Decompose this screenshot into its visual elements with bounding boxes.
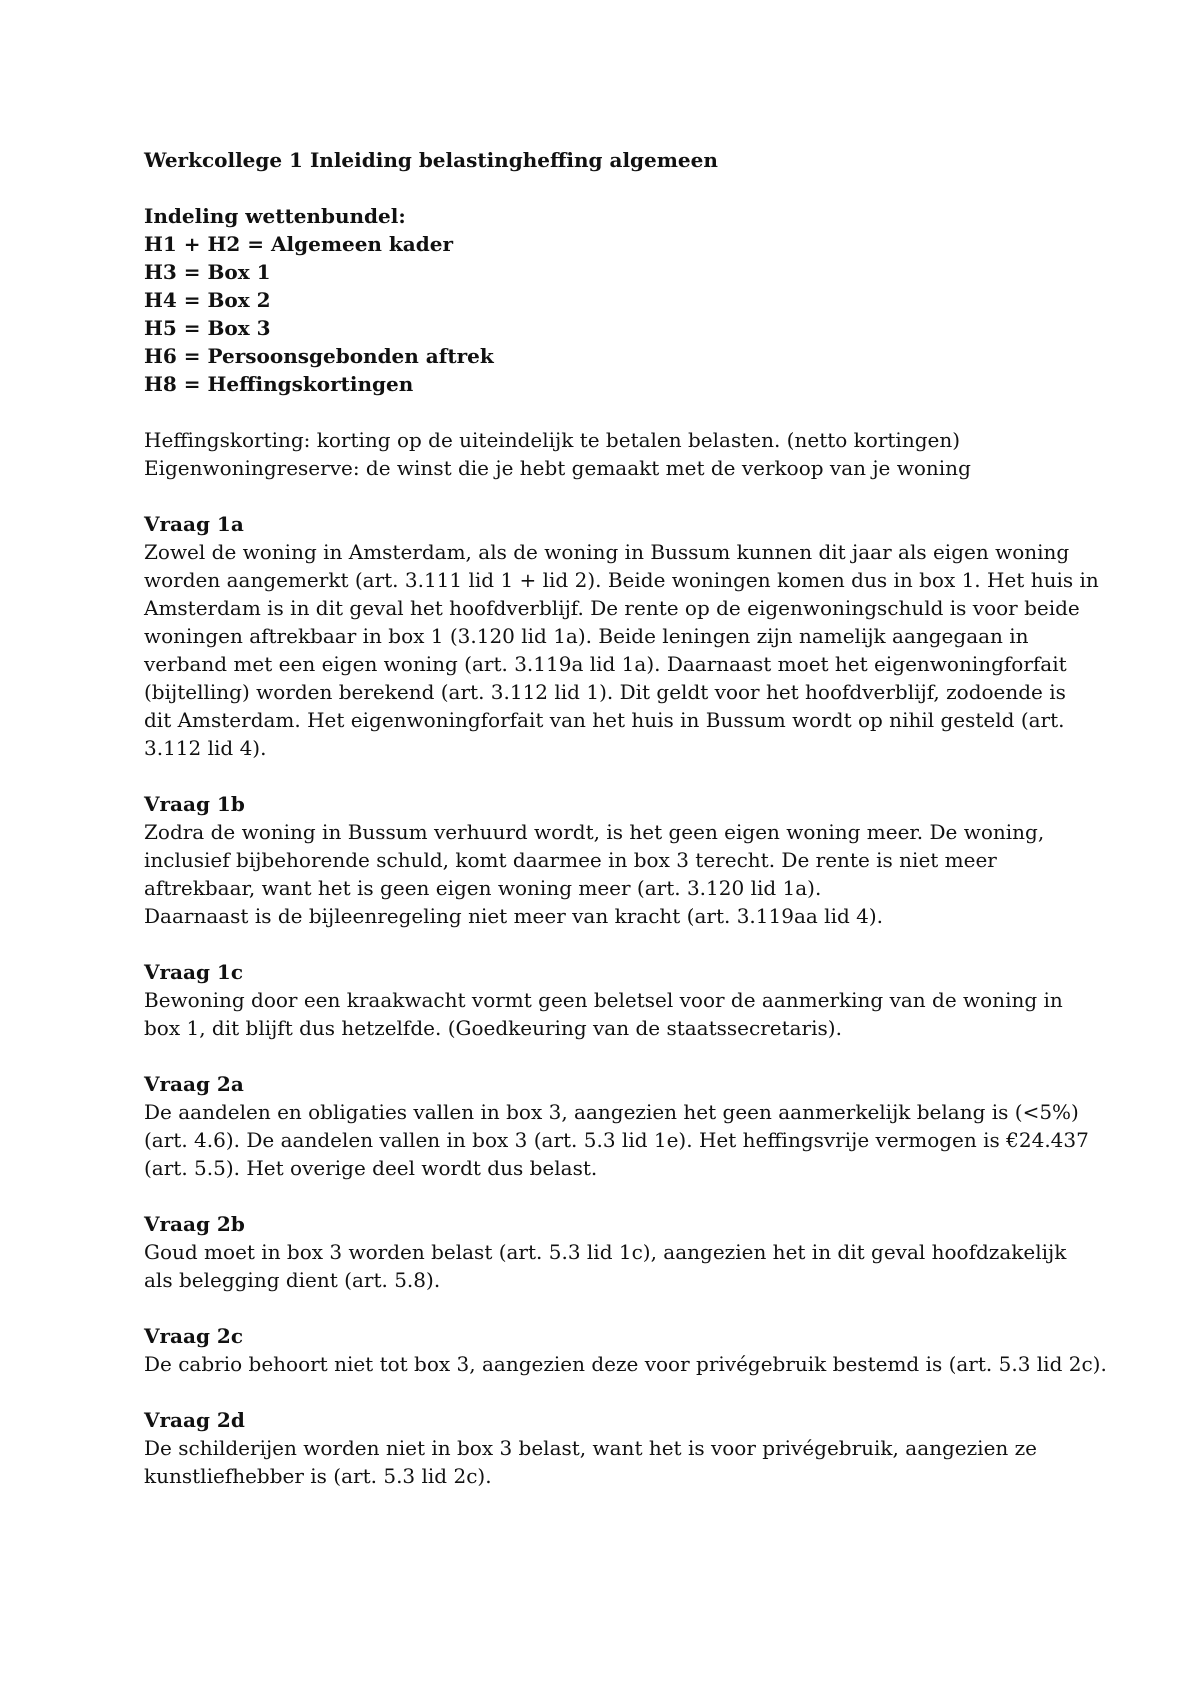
question-line: aftrekbaar, want het is geen eigen woning meer (art. 3.120 lid 1a).	[144, 876, 822, 900]
question-line: De aandelen en obligaties vallen in box 3, aangezien het geen aanmerkelijk belang is (<5%)	[144, 1100, 1079, 1124]
indeling-item: H3 = Box 1	[144, 260, 271, 284]
indeling-item: H1 + H2 = Algemeen kader	[144, 232, 453, 256]
question-line: verband met een eigen woning (art. 3.119a lid 1a). Daarnaast moet het eigenwoningforfait	[144, 652, 1067, 676]
indeling-item: H4 = Box 2	[144, 288, 271, 312]
question-1b	[144, 790, 1084, 930]
question-title: Vraag 2a	[144, 1072, 244, 1096]
question-line: 3.112 lid 4).	[144, 736, 267, 760]
question-line: box 1, dit blijft dus hetzelfde. (Goedkeuring van de staatssecretaris).	[144, 1016, 842, 1040]
indeling-item: H5 = Box 3	[144, 316, 271, 340]
question-line: dit Amsterdam. Het eigenwoningforfait van het huis in Bussum wordt op nihil gesteld (art.	[144, 708, 1065, 732]
question-2d	[144, 1406, 1084, 1490]
question-title: Vraag 2c	[144, 1324, 244, 1348]
question-line: als belegging dient (art. 5.8).	[144, 1268, 441, 1292]
question-line: Zodra de woning in Bussum verhuurd wordt, is het geen eigen woning meer. De woning,	[144, 820, 1045, 844]
definition-eigenwoningreserve: Eigenwoningreserve: de winst die je hebt gemaakt met de verkoop van je woning	[144, 456, 971, 480]
question-line: woningen aftrekbaar in box 1 (3.120 lid 1a). Beide leningen zijn namelijk aangegaan in	[144, 624, 1029, 648]
indeling-item: H6 = Persoonsgebonden aftrek	[144, 344, 494, 368]
question-line: kunstliefhebber is (art. 5.3 lid 2c).	[144, 1464, 492, 1488]
question-2a	[144, 1070, 1089, 1182]
question-title: Vraag 2b	[144, 1212, 245, 1236]
definitions-section	[144, 426, 1084, 482]
question-line: De cabrio behoort niet tot box 3, aangezien deze voor privégebruik bestemd is (art. 5.3 lid 2c).	[144, 1352, 1107, 1376]
question-title: Vraag 1a	[144, 512, 244, 536]
question-1c	[144, 958, 1084, 1042]
question-2c	[144, 1322, 1107, 1378]
indeling-heading: Indeling wettenbundel:	[144, 204, 406, 228]
document-page	[144, 146, 1107, 1518]
indeling-section	[144, 202, 1084, 398]
question-line: worden aangemerkt (art. 3.111 lid 1 + lid 2). Beide woningen komen dus in box 1. Het huis in	[144, 568, 1099, 592]
indeling-item: H8 = Heffingskortingen	[144, 372, 414, 396]
definition-heffingskorting: Heffingskorting: korting op de uiteindelijk te betalen belasten. (netto kortingen)	[144, 428, 961, 452]
question-line: Daarnaast is de bijleenregeling niet meer van kracht (art. 3.119aa lid 4).	[144, 904, 884, 928]
question-line: (art. 4.6). De aandelen vallen in box 3 (art. 5.3 lid 1e). Het heffingsvrije vermogen is €24.437	[144, 1128, 1089, 1152]
question-line: De schilderijen worden niet in box 3 belast, want het is voor privégebruik, aangezien ze	[144, 1436, 1038, 1460]
question-line: Zowel de woning in Amsterdam, als de woning in Bussum kunnen dit jaar als eigen woning	[144, 540, 1070, 564]
question-line: (bijtelling) worden berekend (art. 3.112 lid 1). Dit geldt voor het hoofdverblijf, zodoende is	[144, 680, 1066, 704]
question-2b	[144, 1210, 1084, 1294]
question-line: Goud moet in box 3 worden belast (art. 5.3 lid 1c), aangezien het in dit geval hoofdzakelijk	[144, 1240, 1067, 1264]
question-title: Vraag 1c	[144, 960, 244, 984]
question-line: Bewoning door een kraakwacht vormt geen beletsel voor de aanmerking van de woning in	[144, 988, 1063, 1012]
question-title: Vraag 2d	[144, 1408, 245, 1432]
question-line: Amsterdam is in dit geval het hoofdverblijf. De rente op de eigenwoningschuld is voor beide	[144, 596, 1080, 620]
question-title: Vraag 1b	[144, 792, 245, 816]
question-1a	[144, 510, 1099, 762]
document-title: Werkcollege 1 Inleiding belastingheffing algemeen	[144, 148, 718, 172]
question-line: (art. 5.5). Het overige deel wordt dus belast.	[144, 1156, 598, 1180]
question-line: inclusief bijbehorende schuld, komt daarmee in box 3 terecht. De rente is niet meer	[144, 848, 997, 872]
